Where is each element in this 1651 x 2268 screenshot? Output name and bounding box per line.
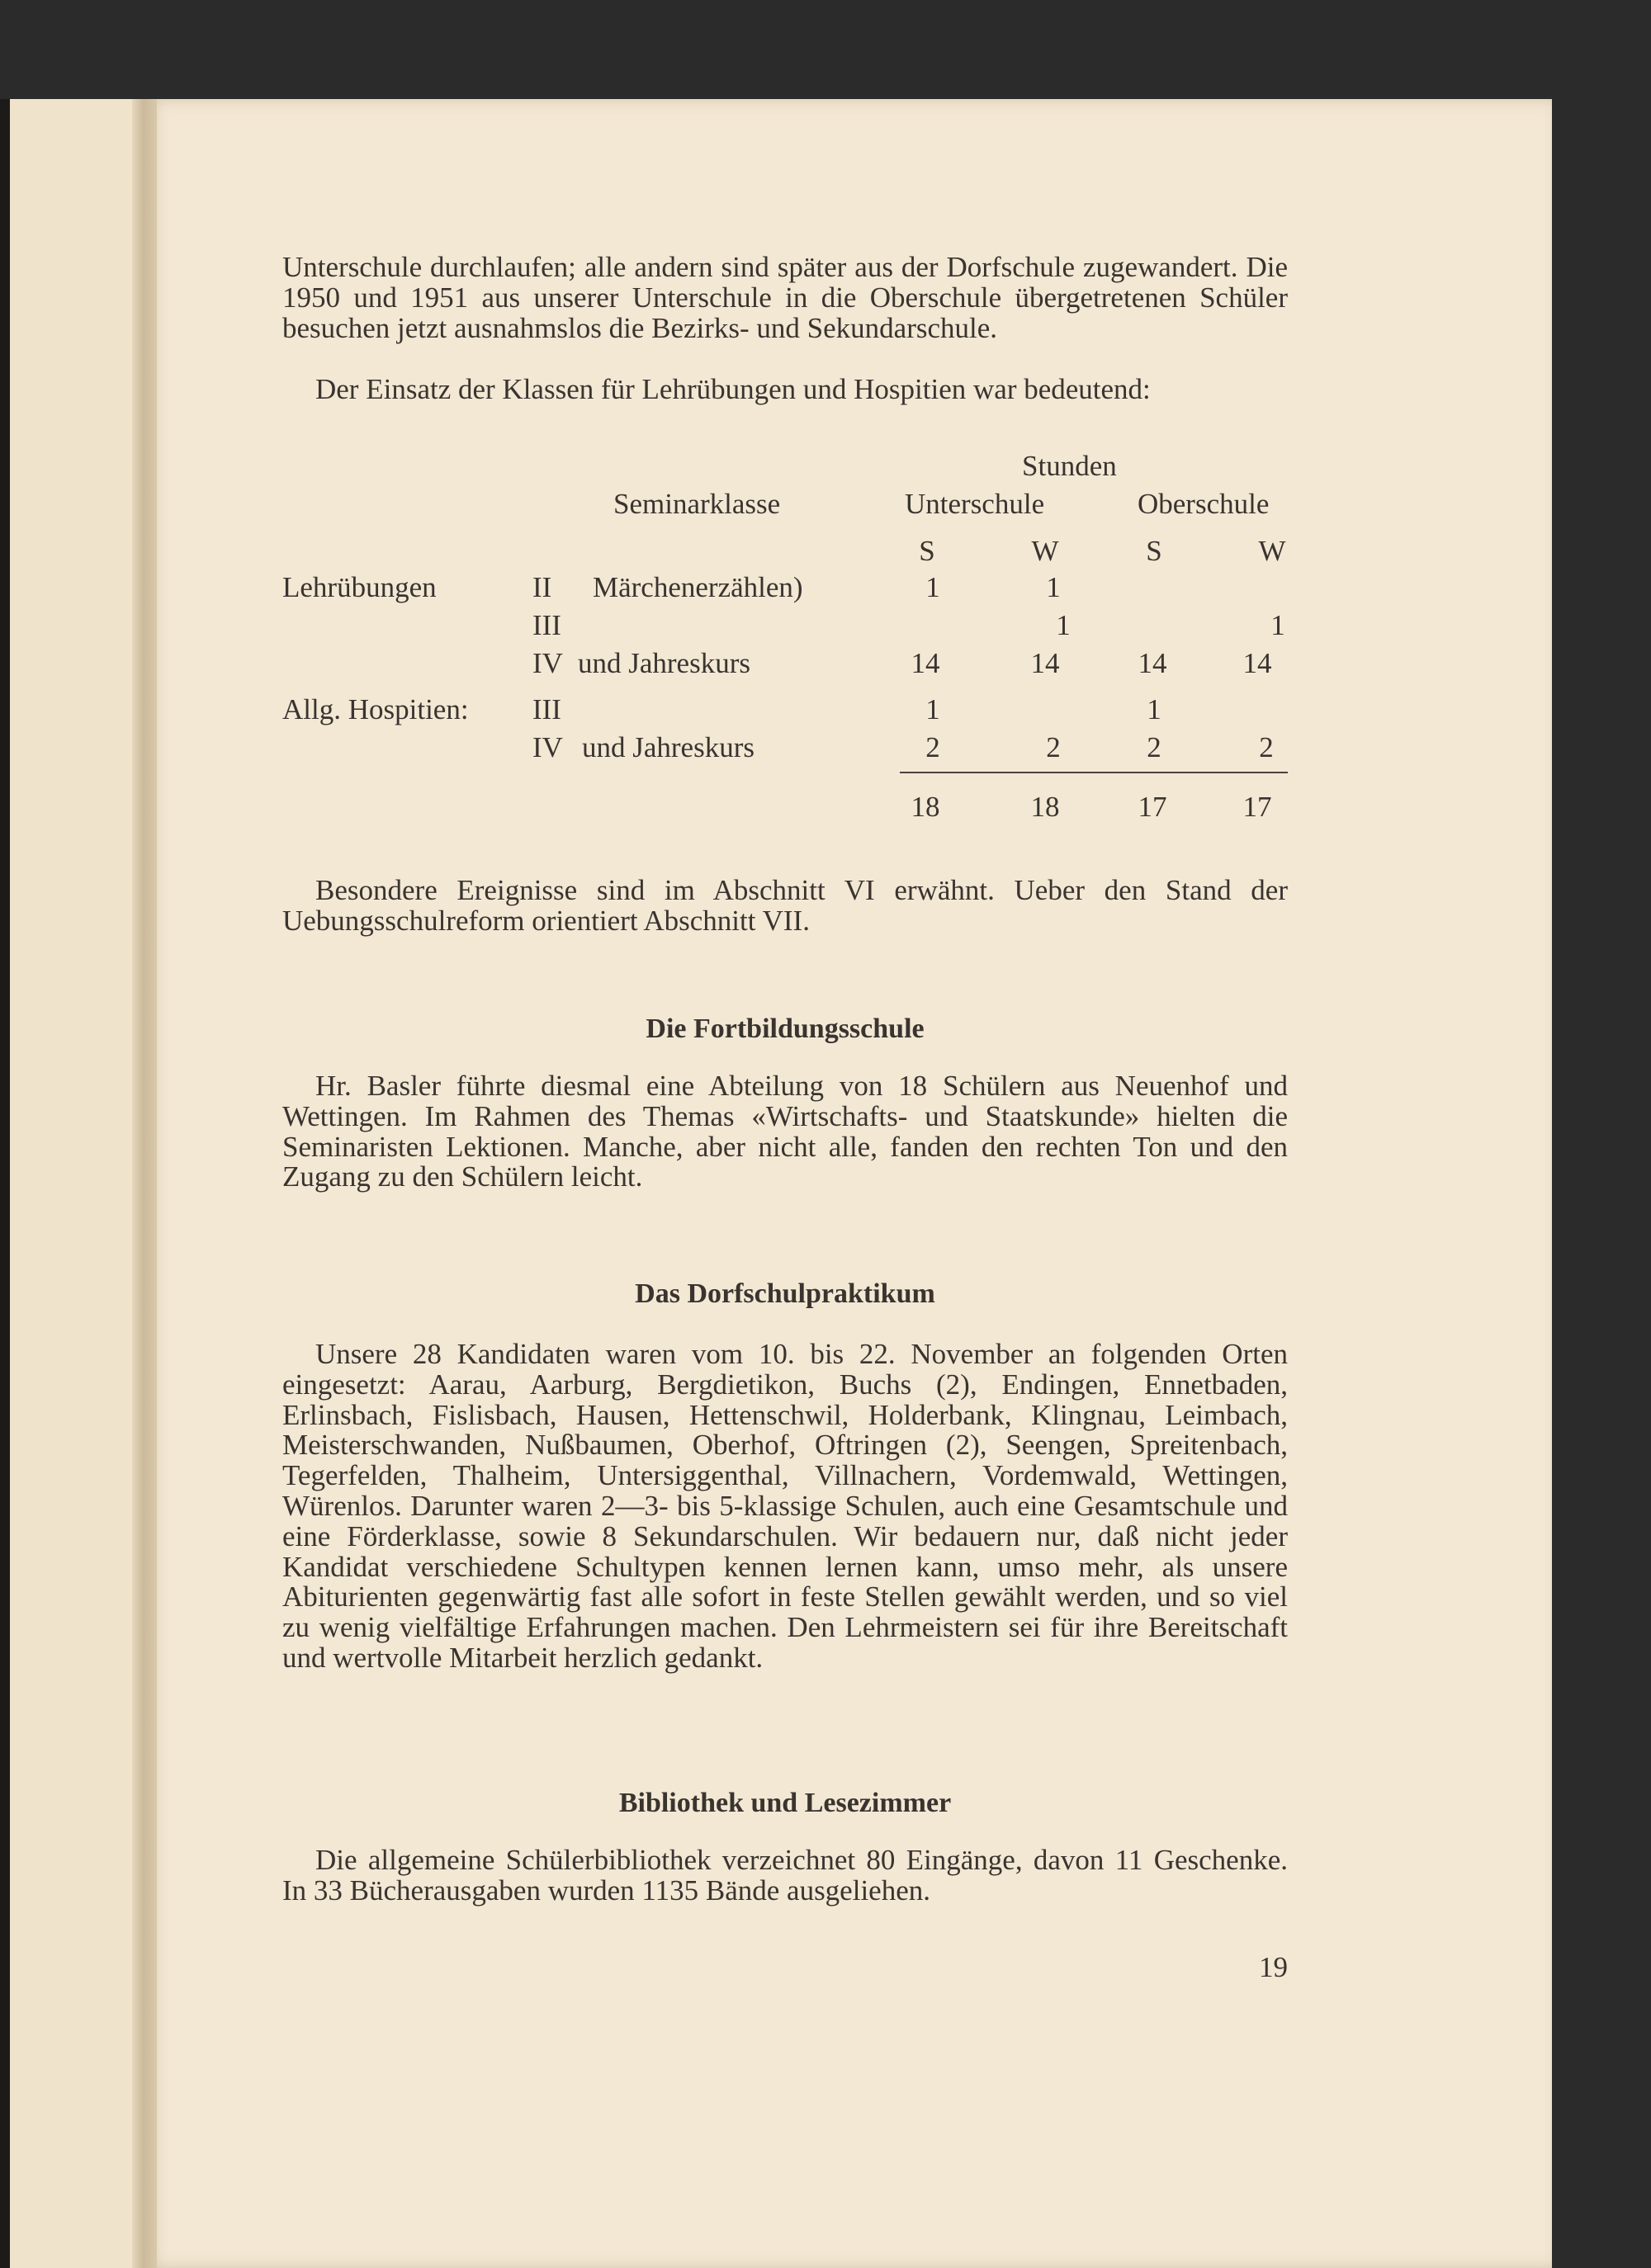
- paragraph-bibliothek: [282, 1845, 1288, 1907]
- paragraph-einsatz-text: Der Einsatz der Klassen für Lehrübungen und Hospitien war bedeutend:: [315, 373, 1151, 405]
- table-cell-uw: 2: [1046, 731, 1061, 763]
- table-total-ow: 17: [1242, 791, 1272, 823]
- heading-dorfschulpraktikum: Das Dorfschulpraktikum: [635, 1278, 935, 1309]
- paragraph-dorfschul: [282, 1340, 1288, 1674]
- left-page: [0, 99, 153, 2268]
- table-header-unterschule: Unterschule: [905, 488, 1045, 520]
- table-row-klasse: IV: [532, 647, 563, 679]
- left-page-edge: [0, 99, 10, 2268]
- table-row-detail: und Jahreskurs: [578, 647, 750, 679]
- table-cell-ow: 14: [1242, 647, 1272, 679]
- paragraph-ereignisse: [282, 876, 1288, 937]
- book-gutter: [132, 99, 157, 2268]
- paragraph-dorfschul-text: Unsere 28 Kandidaten waren vom 10. bis 22. November an folgenden Orten eingesetzt: Aarau, Aarburg, Bergdietikon, Buchs (2), Endingen, Ennetbaden, Erlinsbach, Fislisbach, Hausen, Hettenschwil, Holderbank, Klingnau, Leimbach, Meisterschwanden, Nußbaumen, Oberhof, Oftringen (2), Seengen, Spreitenbach, Tegerfelden, Thalheim, Untersiggenthal, Villnachern, Vordemwald, Wettingen, Würenlos. Darunter waren 2—3- bis 5-klassige Schulen, auch eine Gesamtschule und eine Förderklasse, sowie 8 Sekundarschulen. Wir bedauern nur, daß nicht jeder Kandidat verschiedene Schultypen kennen lernen kann, umso mehr, als unsere Abiturienten gegenwärtig fast alle sofort in feste Stellen gewählt werden, und so viel zu wenig vielfältige Erfahrungen machen. Den Lehrmeistern sei für ihre Bereitschaft und wertvolle Mitarbeit herzlich gedankt.: [282, 1338, 1288, 1674]
- table-header-us: S: [919, 535, 935, 567]
- table-cell-os: 1: [1147, 693, 1161, 725]
- table-row-detail: und Jahreskurs: [582, 731, 755, 763]
- table-header-ow: W: [1258, 535, 1286, 567]
- paragraph-unterschule: Unterschule durchlaufen; alle andern sind später aus der Dorfschule zugewandert. Die 1950 und 1951 aus unserer Unterschule in die Oberschule übergetretenen Schüler besuchen jetzt ausnahmslos die Bezirks- und Sekundarschule.: [282, 251, 1288, 344]
- paragraph-ereignisse-text: Besondere Ereignisse sind im Abschnitt VI erwähnt. Ueber den Stand der Uebungsschulreform orientiert Abschnitt VII.: [282, 874, 1288, 937]
- table-header-uw: W: [1031, 535, 1059, 567]
- table-total-uw: 18: [1030, 791, 1060, 823]
- table-row-klasse: II: [532, 571, 552, 603]
- table-header-oberschule: Oberschule: [1138, 488, 1270, 520]
- table-cell-us: 1: [925, 693, 940, 725]
- table-row-klasse: III: [532, 609, 561, 641]
- table-cell-us: 2: [925, 731, 940, 763]
- table-cell-os: 2: [1147, 731, 1161, 763]
- table-total-us: 18: [911, 791, 940, 823]
- table-sum-rule: [900, 772, 1288, 773]
- heading-fortbildungsschule: Die Fortbildungsschule: [646, 1014, 925, 1044]
- table-header-stunden: Stunden: [1022, 450, 1117, 482]
- page-number: 19: [1259, 1951, 1288, 1983]
- table-cell-uw: 1: [1046, 571, 1061, 603]
- table-header-os: S: [1146, 535, 1162, 567]
- table-row-klasse: III: [532, 693, 561, 725]
- paragraph-fortbildung-text: Hr. Basler führte diesmal eine Abteilung von 18 Schülern aus Neuenhof und Wettingen. Im Rahmen des Themas «Wirtschafts- und Staatskunde» hielten die Seminaristen Lektionen. Manche, aber nicht alle, fanden den rechten Ton und den Zugang zu den Schülern leicht.: [282, 1070, 1288, 1193]
- table-row-klasse: IV: [532, 731, 563, 763]
- table-cell-os: 14: [1138, 647, 1167, 679]
- paragraph-bibliothek-text: Die allgemeine Schülerbibliothek verzeichnet 80 Eingänge, davon 11 Geschenke. In 33 Bücherausgaben wurden 1135 Bände ausgeliehen.: [282, 1844, 1288, 1907]
- table-cell-us: 1: [925, 571, 940, 603]
- table-cell-ow: 1: [1270, 609, 1285, 641]
- table-cell-uw: 1: [1056, 609, 1071, 641]
- table-cell-uw: 14: [1030, 647, 1060, 679]
- heading-bibliothek: Bibliothek und Lesezimmer: [618, 1788, 952, 1818]
- paragraph-einsatz: [282, 375, 1288, 405]
- table-cell-ow: 2: [1259, 731, 1274, 763]
- table-cell-us: 14: [911, 647, 940, 679]
- paragraph-fortbildung: [282, 1071, 1288, 1193]
- table-row-label: Lehrübungen: [282, 571, 437, 603]
- table-row-detail: Märchenerzählen): [593, 571, 803, 603]
- table-total-os: 17: [1138, 791, 1167, 823]
- table-header-seminarklasse: Seminarklasse: [613, 488, 781, 520]
- table-row-label: Allg. Hospitien:: [282, 693, 469, 725]
